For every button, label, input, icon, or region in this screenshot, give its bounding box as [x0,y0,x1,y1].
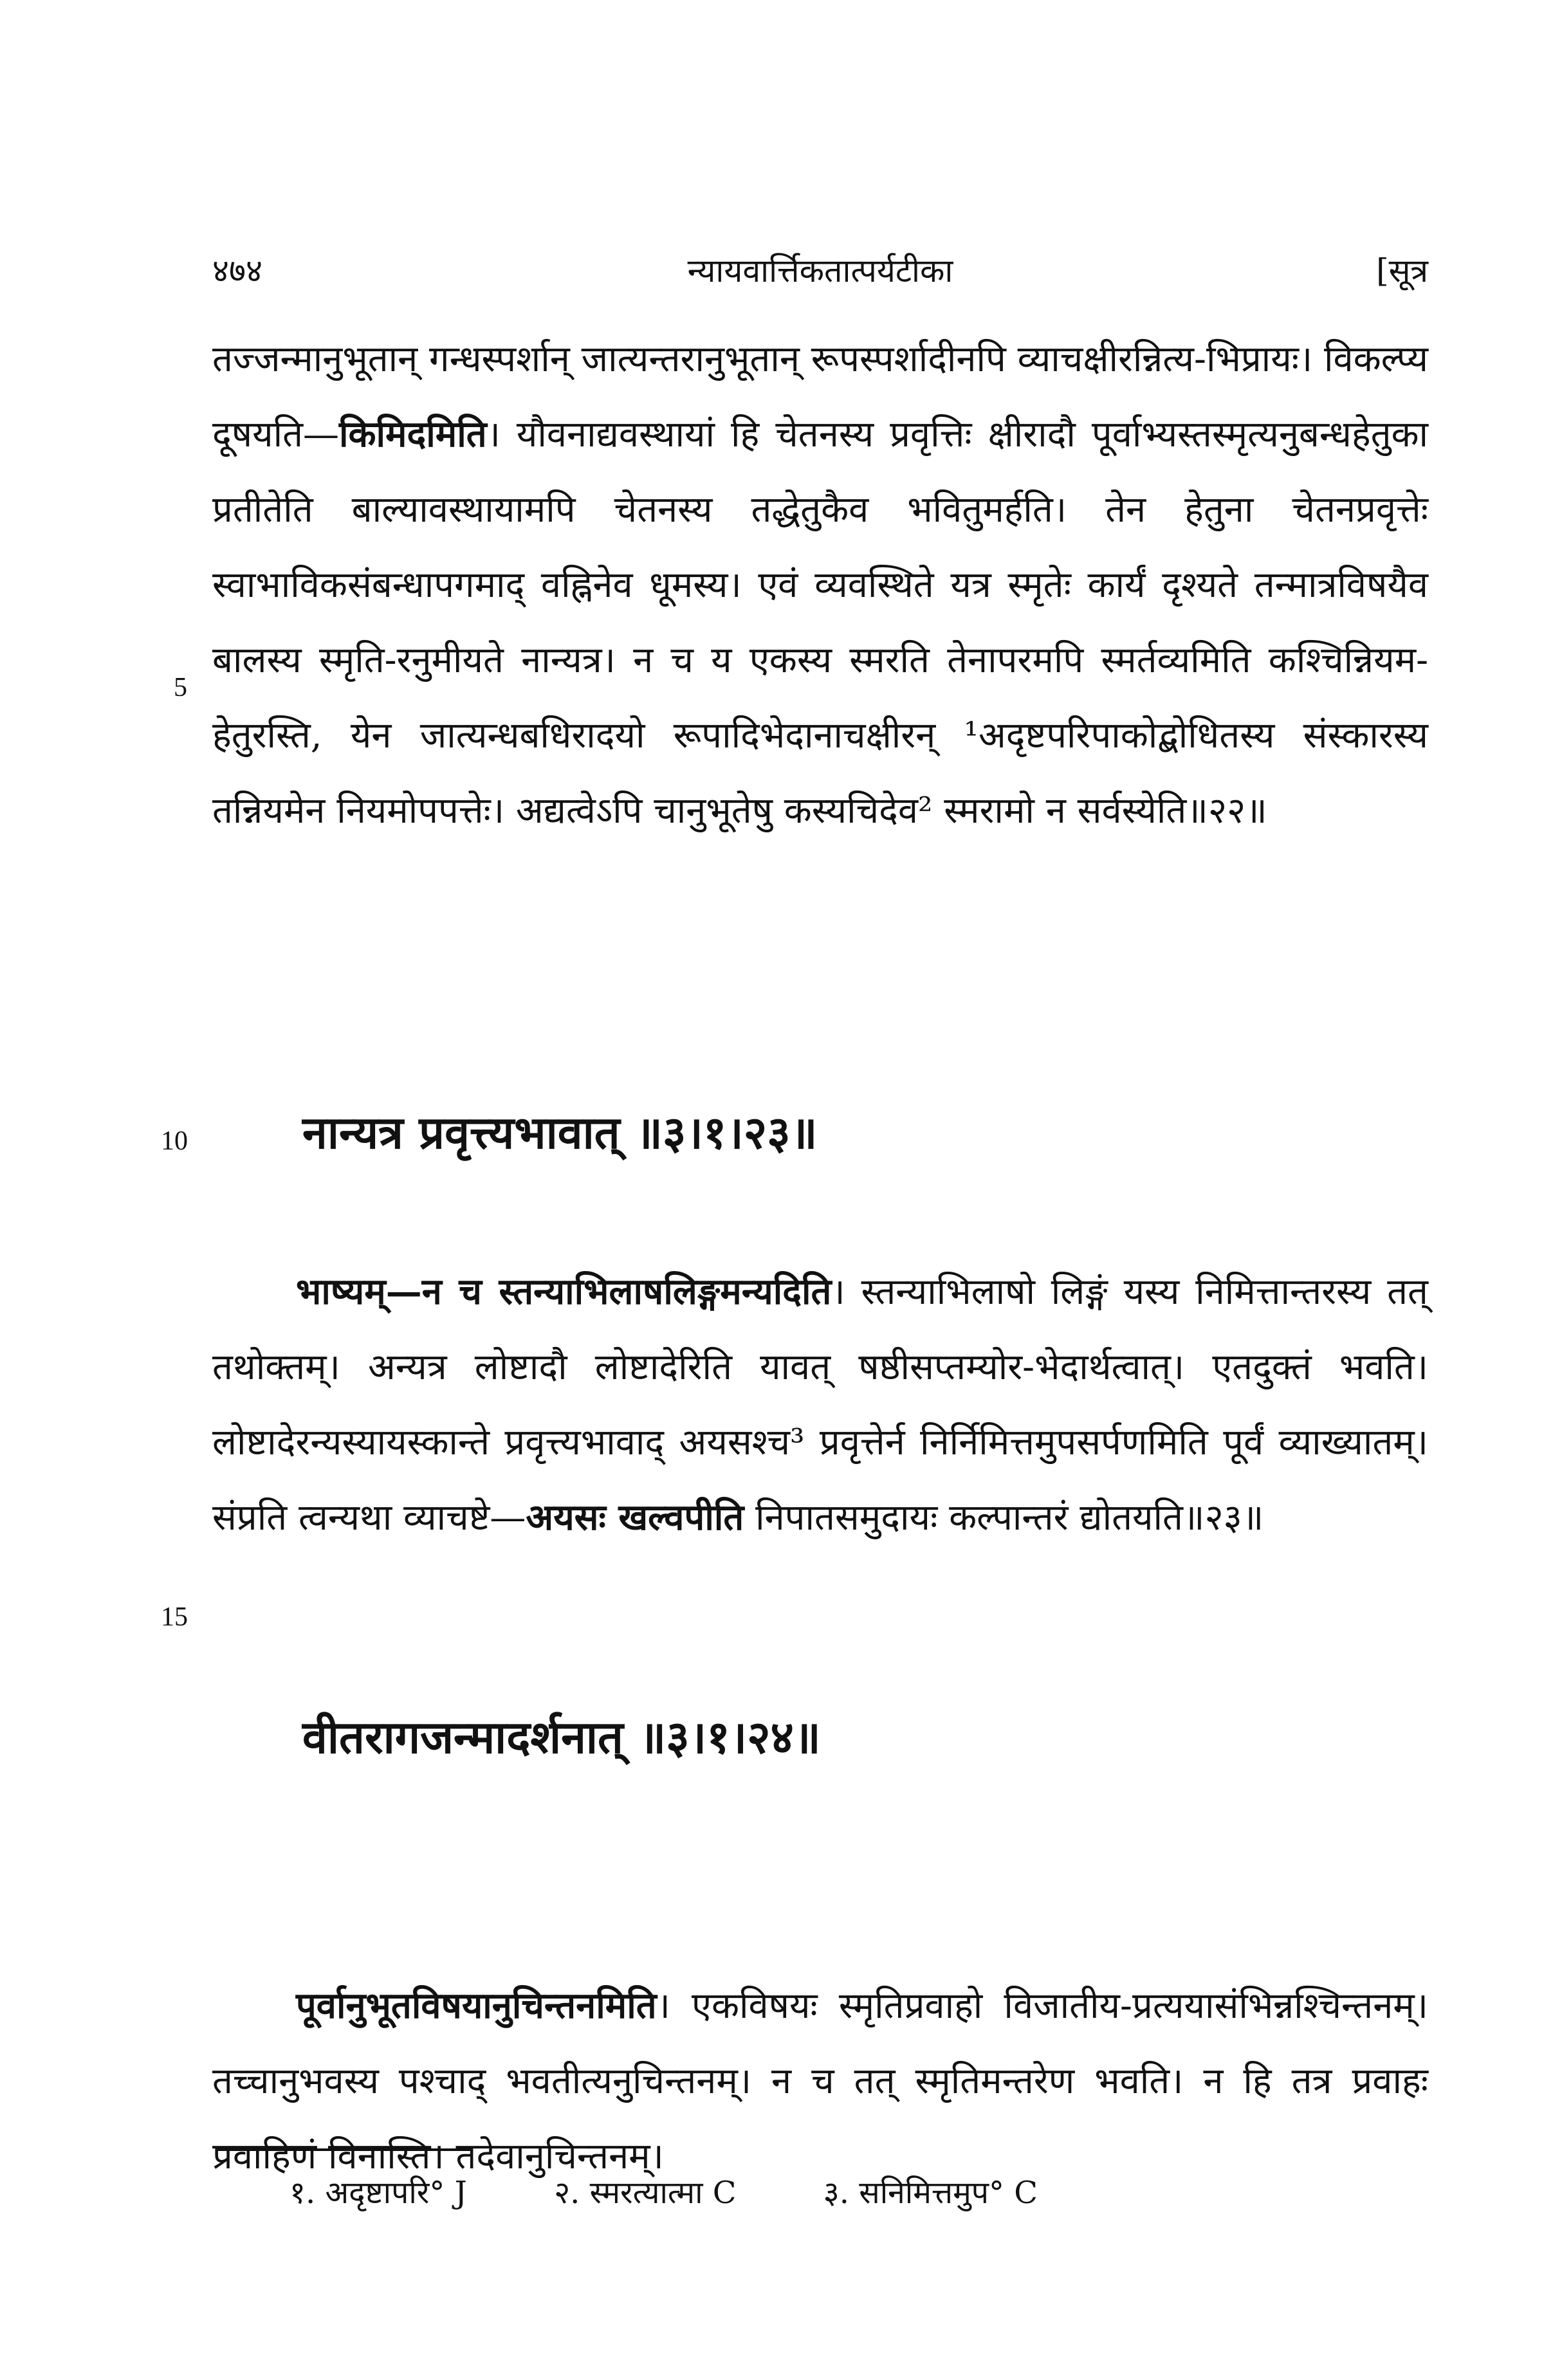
bold-phrase: अयसः खल्वपीति [526,1496,744,1539]
footnote-rule [216,2148,473,2151]
line-number-5: 5 [174,673,187,702]
paragraph-text: । स्तन्याभिलाषो लिङ्गं यस्य निमित्तान्तरस्य तत् तथोक्तम्। अन्यत्र लोष्टादौ लोष्टादेरिति यावत् षष्ठीसप्तम्योर-भेदार्थत्वात्। एतदुक्तं भवति। लोष्टादेरन्यस्यायस्कान्ते प्रवृत्त्यभावाद् अयसश्च³ प्रवृत्तेर्न निर्निमित्तमुपसर्पणमिति पूर्वं व्याख्यातम्। संप्रति त्वन्यथा व्याचष्टे— [212,1271,1428,1539]
line-number-15: 15 [161,1602,188,1632]
footnotes [290,2171,1383,2213]
paragraph-text: तज्जन्मानुभूतान् गन्धस्पर्शान् जात्यन्तरानुभूतान् रूपस्पर्शादीनपि व्याचक्षीरन्नित्य-भिप्रायः। विकल्प्य दूषयति— [212,338,1429,455]
sutra-heading-23: नान्यत्र प्रवृत्त्यभावात् ॥३।१।२३॥ [302,1106,818,1159]
commentary-paragraph-2 [212,1254,1428,1555]
commentary-paragraph-1 [212,322,1428,848]
paragraph-text: निपातसमुदायः कल्पान्तरं द्योतयति॥२३॥ [744,1497,1264,1539]
bold-phrase: किमिदमिति [339,413,487,455]
footnote-2: २. स्मरत्यात्मा C [554,2175,737,2211]
page-number: ४७४ [212,252,262,289]
sutra-heading-24: वीतरागजन्मादर्शनात् ॥३।१।२४॥ [302,1710,821,1764]
running-header [212,248,1428,293]
paragraph-text: । एकविषयः स्मृतिप्रवाहो विजातीय-प्रत्ययासंभिन्नश्चिन्तनम्। तच्चानुभवस्य पश्चाद् भवतीत्यनुचिन्तनम्। न च तत् स्मृतिमन्तरेण भवति। न हि तत्र प्रवाहः प्रवाहिणं विनास्ति। तदेवानुचिन्तनम्। [212,1985,1428,2177]
footnote-3: ३. सनिमित्तमुप° C [823,2175,1038,2211]
running-title: न्यायवार्त्तिकतात्पर्यटीका [687,252,953,289]
bold-phrase: पूर्वानुभूतविषयानुचिन्तनमिति [296,1984,657,2027]
commentary-paragraph-3 [212,1968,1428,2194]
line-number-10: 10 [161,1126,188,1156]
footnote-1: १. अदृष्टापरि° J [290,2175,467,2211]
sutra-label: [सूत्र [1376,252,1428,289]
bold-phrase: भाष्यम्—न च स्तन्याभिलाषलिङ्गमन्यदिति [296,1270,832,1313]
paragraph-text: । यौवनाद्यवस्थायां हि चेतनस्य प्रवृत्तिः क्षीरादौ पूर्वाभ्यस्तस्मृत्यनुबन्धहेतुका प्रतीतेति बाल्यावस्थायामपि चेतनस्य तद्धेतुकैव भवितुमर्हति। तेन हेतुना चेतनप्रवृत्तेः स्वाभाविकसंबन्धापगमाद् वह्निनेव धूमस्य। एवं व्यवस्थिते यत्र स्मृतेः कार्यं दृश्यते तन्मात्रविषयैव बालस्य स्मृति-रनुमीयते नान्यत्र। न च य एकस्य स्मरति तेनापरमपि स्मर्तव्यमिति कश्चिन्नियम-हेतुरस्ति, येन जात्यन्धबधिरादयो रूपादिभेदानाचक्षीरन् ¹अदृष्टपरिपाकोद्बोधितस्य संस्कारस्य तन्नियमेन नियमोपपत्तेः। अद्यत्वेऽपि चानुभूतेषु कस्यचिदेव² स्मरामो न सर्वस्येति॥२२॥ [212,414,1428,832]
